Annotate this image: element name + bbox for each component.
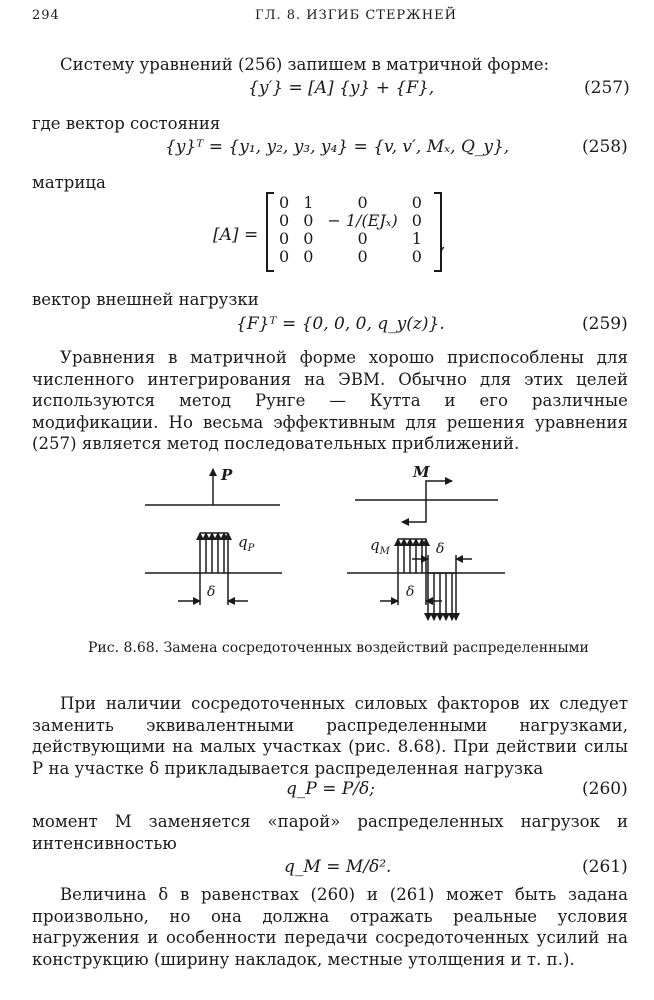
moment-arrow-bottom [402,500,426,522]
equation-257: {y′} = [A] {y} + {F}, [248,78,435,98]
left-delta-label: δ [207,584,216,600]
force-p-label: P [221,466,233,484]
matrix-cell: 1 [411,229,422,248]
equation-number-261: (261) [582,857,628,877]
matrix-cell: 0 [357,247,368,266]
matrix-cell: 0 [279,247,290,266]
matrix-cell: 0 [411,247,422,266]
matrix-row [272,230,429,248]
right-delta-label-lower: δ [406,584,415,600]
matrix-cell: 0 [411,193,422,212]
paragraph-1: Уравнения в матричной форме хорошо приспособлены для численного интегрирования на ЭВМ. Обычно для этих целей используются метод Рунге — Кутта и его различные модификации. Но весьма эффективным для решения уравнения (257) является метод последовательных приближений. [32,348,628,454]
matrix-cell: 0 [357,229,368,248]
matrix-cell: 0 [279,229,290,248]
equation-261: q_M = M/δ². [284,857,392,877]
matrix-cell: 0 [303,247,314,266]
matrix-row [272,248,429,266]
moment-arrow-top [426,481,452,500]
equation-260: q_P = P/δ; [286,779,376,799]
paragraph-3: момент M заменяется «парой» распределенных нагрузок и интенсивностью [32,812,628,853]
matrix-cell: 0 [303,229,314,248]
equation-number-257: (257) [584,78,630,98]
load-qp-label: $q_P$ [238,533,255,554]
equation-number-258: (258) [582,137,628,157]
matrix-label: матрица [32,173,106,192]
matrix-name: [A] = [213,225,259,245]
matrix-cell: 0 [411,211,422,230]
matrix-cell: 0 [357,193,368,212]
load-vector-label: вектор внешней нагрузки [32,290,259,309]
matrix-cell: 0 [303,211,314,230]
matrix-cell: − 1/(EJₓ) [327,211,398,230]
matrix-cell: 0 [279,193,290,212]
moment-m-label: M [413,463,430,481]
equation-258: {y}ᵀ = {y₁, y₂, y₃, y₄} = {v, v′, Mₓ, Q_y}, [165,137,510,157]
matrix-cell: 1 [303,193,314,212]
right-downward-load [428,573,456,620]
right-delta-label-upper: δ [436,541,445,557]
matrix-cell: 0 [279,211,290,230]
equation-number-260: (260) [582,779,628,799]
intro-text: Систему уравнений (256) запишем в матричной форме: [60,55,550,74]
page-number: 294 [32,8,60,23]
state-vector-label: где вектор состояния [32,114,221,133]
paragraph-4: Величина δ в равенствах (260) и (261) может быть задана произвольно, но она должна отражать реальные условия нагружения и особенности передачи сосредоточенных усилий на конструкцию (ширину накладок, местные утолщения и т. п.). [32,885,628,969]
matrix-row [272,212,429,230]
figure-caption: Рис. 8.68. Замена сосредоточенных воздействий распределенными [88,640,589,656]
equation-number-259: (259) [582,314,628,334]
right-upward-load [398,539,426,573]
matrix-brackets [266,192,442,272]
matrix-row [272,194,429,212]
matrix-suffix: , [440,234,446,254]
matrix-table [272,194,429,266]
load-qm-label: $q_M$ [370,536,390,557]
figure-8-68 [130,455,530,635]
equation-259: {F}ᵀ = {0, 0, 0, q_y(z)}. [236,314,445,334]
paragraph-2: При наличии сосредоточенных силовых факторов их следует заменить эквивалентными распределенными нагрузками, действующими на малых участках (рис. 8.68). При действии силы P на участке δ прикладывается распределенная нагрузка [32,694,628,778]
left-distributed-load [200,533,228,573]
running-title: ГЛ. 8. ИЗГИБ СТЕРЖНЕЙ [255,8,457,23]
